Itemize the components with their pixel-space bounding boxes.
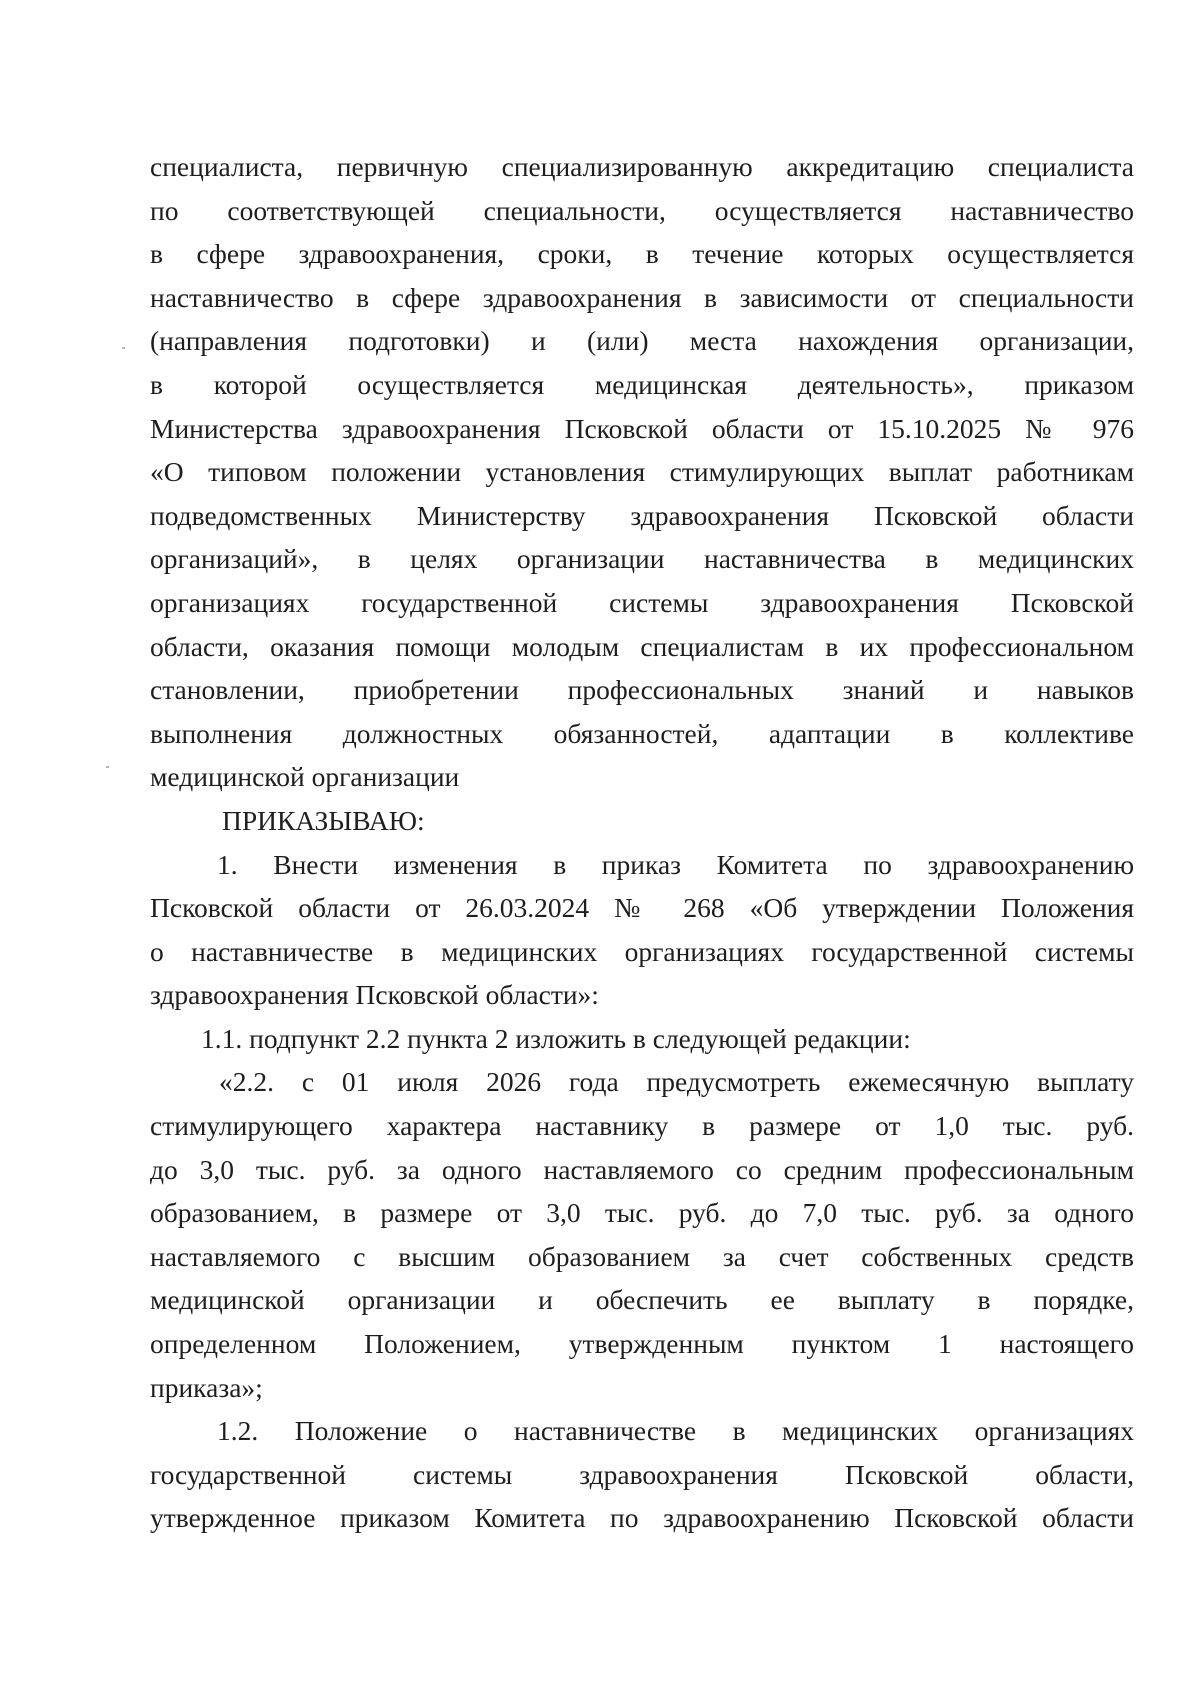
body-line: «О типовом положении установления стимулирующих выплат работникам [150, 456, 1134, 488]
item-1-line: о наставничестве в медицинских организациях государственной системы [150, 935, 1134, 967]
item-1-line: здравоохранения Псковской области»: [150, 979, 599, 1011]
body-line: наставничество в сфере здравоохранения в зависимости от специальности [150, 281, 1134, 313]
subitem-1-2-line: утвержденное приказом Комитета по здравоохранению Псковской области [150, 1502, 1134, 1534]
scan-speck [106, 766, 109, 768]
item-1-line: Псковской области от 26.03.2024 № 268 «Об утверждении Положения [150, 892, 1134, 924]
body-line: Министерства здравоохранения Псковской области от 15.10.2025 № 976 [150, 412, 1134, 444]
body-line: медицинской организации [150, 761, 460, 793]
body-line: становлении, приобретении профессиональных знаний и навыков [150, 674, 1134, 706]
body-line: выполнения должностных обязанностей, адаптации в коллективе [150, 717, 1134, 749]
body-line: (направления подготовки) и (или) места нахождения организации, [150, 325, 1134, 357]
quoted-text-line: до 3,0 тыс. руб. за одного наставляемого со средним профессиональным [150, 1153, 1134, 1185]
subitem-1-2-line: государственной системы здравоохранения Псковской области, [150, 1458, 1134, 1490]
quoted-text-line: «2.2. с 01 июля 2026 года предусмотреть ежемесячную выплату [219, 1066, 1134, 1098]
body-line: организаций», в целях организации наставничества в медицинских [150, 543, 1134, 575]
body-line: подведомственных Министерству здравоохранения Псковской области [150, 499, 1134, 531]
order-heading: ПРИКАЗЫВАЮ: [222, 804, 425, 836]
scan-speck [122, 347, 125, 349]
subitem-1-2-line: 1.2. Положение о наставничестве в медицинских организациях [217, 1415, 1134, 1447]
subitem-1-1-line: 1.1. подпункт 2.2 пункта 2 изложить в следующей редакции: [201, 1022, 911, 1054]
body-line: по соответствующей специальности, осуществляется наставничество [150, 194, 1134, 226]
item-1-line: 1. Внести изменения в приказ Комитета по здравоохранению [217, 848, 1134, 880]
body-line: области, оказания помощи молодым специалистам в их профессиональном [150, 630, 1134, 662]
quoted-text-line: стимулирующего характера наставнику в размере от 1,0 тыс. руб. [150, 1110, 1134, 1142]
quoted-text-line: образованием, в размере от 3,0 тыс. руб. до 7,0 тыс. руб. за одного [150, 1197, 1134, 1229]
body-line: специалиста, первичную специализированную аккредитацию специалиста [150, 151, 1134, 182]
quoted-text-line: определенном Положением, утвержденным пунктом 1 настоящего [150, 1328, 1134, 1360]
body-line: в которой осуществляется медицинская деятельность», приказом [150, 368, 1134, 400]
body-line: организациях государственной системы здравоохранения Псковской [150, 586, 1134, 618]
quoted-text-line: медицинской организации и обеспечить ее выплату в порядке, [150, 1284, 1134, 1316]
quoted-text-line: наставляемого с высшим образованием за счет собственных средств [150, 1240, 1134, 1272]
body-line: в сфере здравоохранения, сроки, в течение которых осуществляется [150, 238, 1134, 270]
document-body [150, 145, 1134, 1540]
quoted-text-line: приказа»; [150, 1371, 263, 1403]
